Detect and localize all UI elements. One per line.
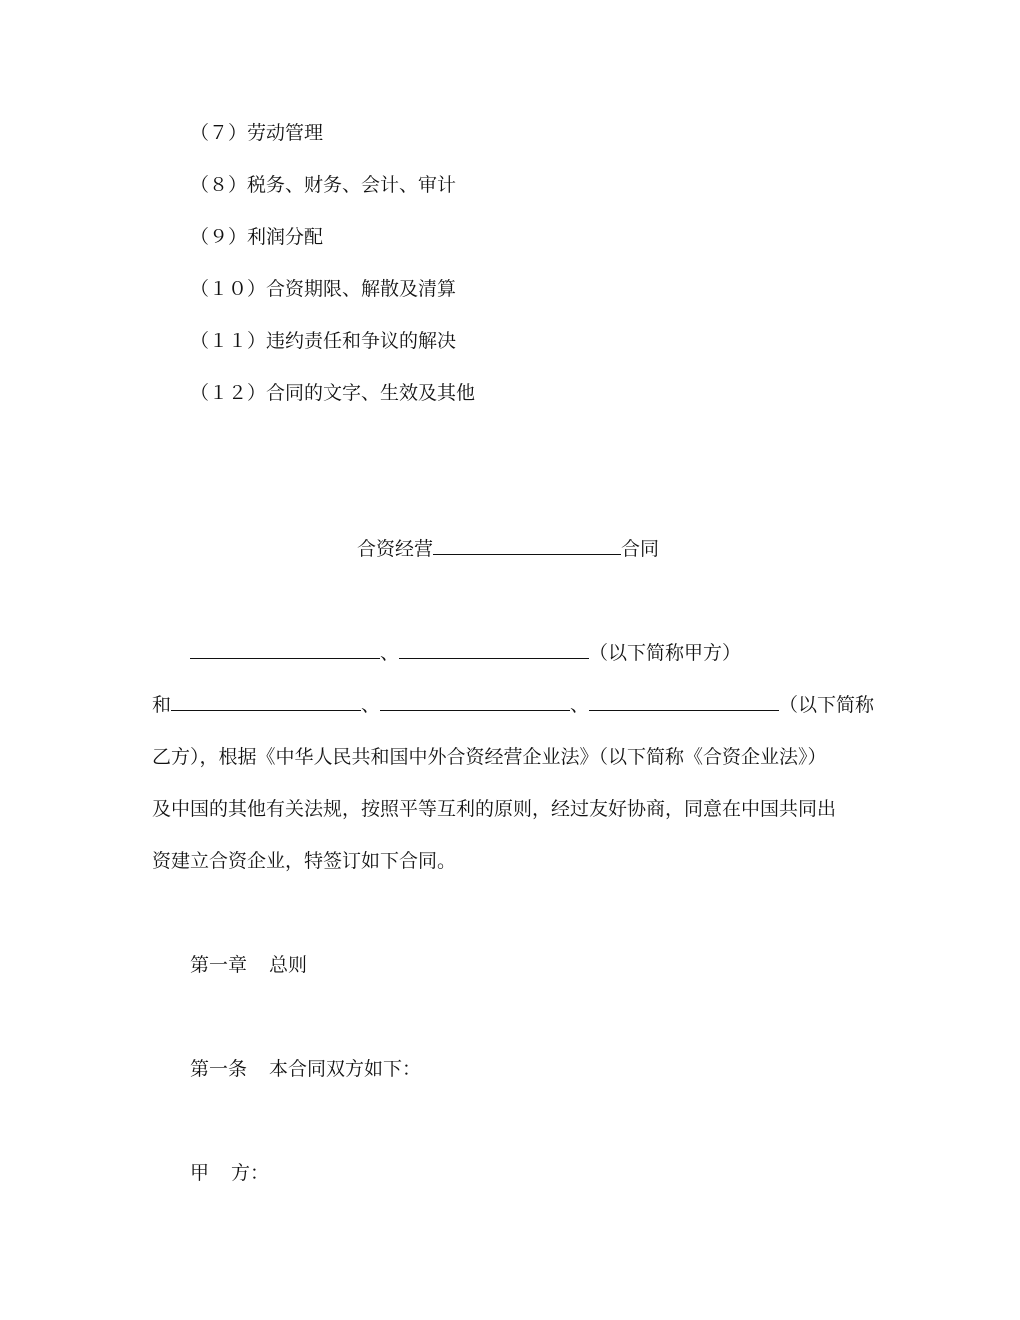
party-a-suffix: （以下简称甲方）: [589, 642, 742, 664]
party-a-label-char: 甲: [190, 1162, 210, 1184]
toc-item: （１０）合资期限、解散及清算: [190, 278, 457, 300]
party-a-label-rest: 方：: [231, 1162, 270, 1184]
party-b-blank-3: [589, 693, 779, 711]
contract-title: [357, 537, 659, 561]
preamble-line: 及中国的其他有关法规，按照平等互利的原则，经过友好协商，同意在中国共同出: [152, 798, 837, 820]
party-b-line: [152, 693, 874, 717]
toc-item: （１１）违约责任和争议的解决: [190, 330, 457, 352]
toc-item: （９）利润分配: [190, 226, 324, 248]
contract-title-prefix: 合资经营: [357, 538, 434, 560]
toc-item: （７）劳动管理: [190, 122, 324, 144]
preamble-line: 乙方），根据《中华人民共和国中外合资经营企业法》（以下简称《合资企业法》）: [152, 746, 827, 768]
party-a-blank-1: [190, 641, 380, 659]
party-a-line: [190, 641, 741, 665]
article-number: 第一条: [190, 1058, 248, 1080]
preamble-line: 资建立合资企业，特签订如下合同。: [152, 850, 457, 872]
party-b-suffix: （以下简称: [779, 694, 875, 716]
article-text: 本合同双方如下：: [269, 1058, 422, 1080]
party-a-blank-2: [399, 641, 589, 659]
contract-title-suffix: 合同: [621, 538, 660, 560]
party-b-blank-1: [171, 693, 361, 711]
chapter-number: 第一章: [190, 954, 248, 976]
separator: 、: [361, 694, 381, 716]
party-b-blank-2: [380, 693, 570, 711]
chapter-heading: [190, 953, 307, 977]
article-heading: [190, 1057, 421, 1081]
contract-name-blank: [433, 537, 621, 555]
separator: 、: [380, 642, 400, 664]
toc-item: （８）税务、财务、会计、审计: [190, 174, 457, 196]
chapter-name: 总则: [269, 954, 308, 976]
party-a-label: [190, 1161, 269, 1185]
party-b-prefix: 和: [152, 694, 172, 716]
separator: 、: [570, 694, 590, 716]
toc-item: （１２）合同的文字、生效及其他: [190, 382, 476, 404]
